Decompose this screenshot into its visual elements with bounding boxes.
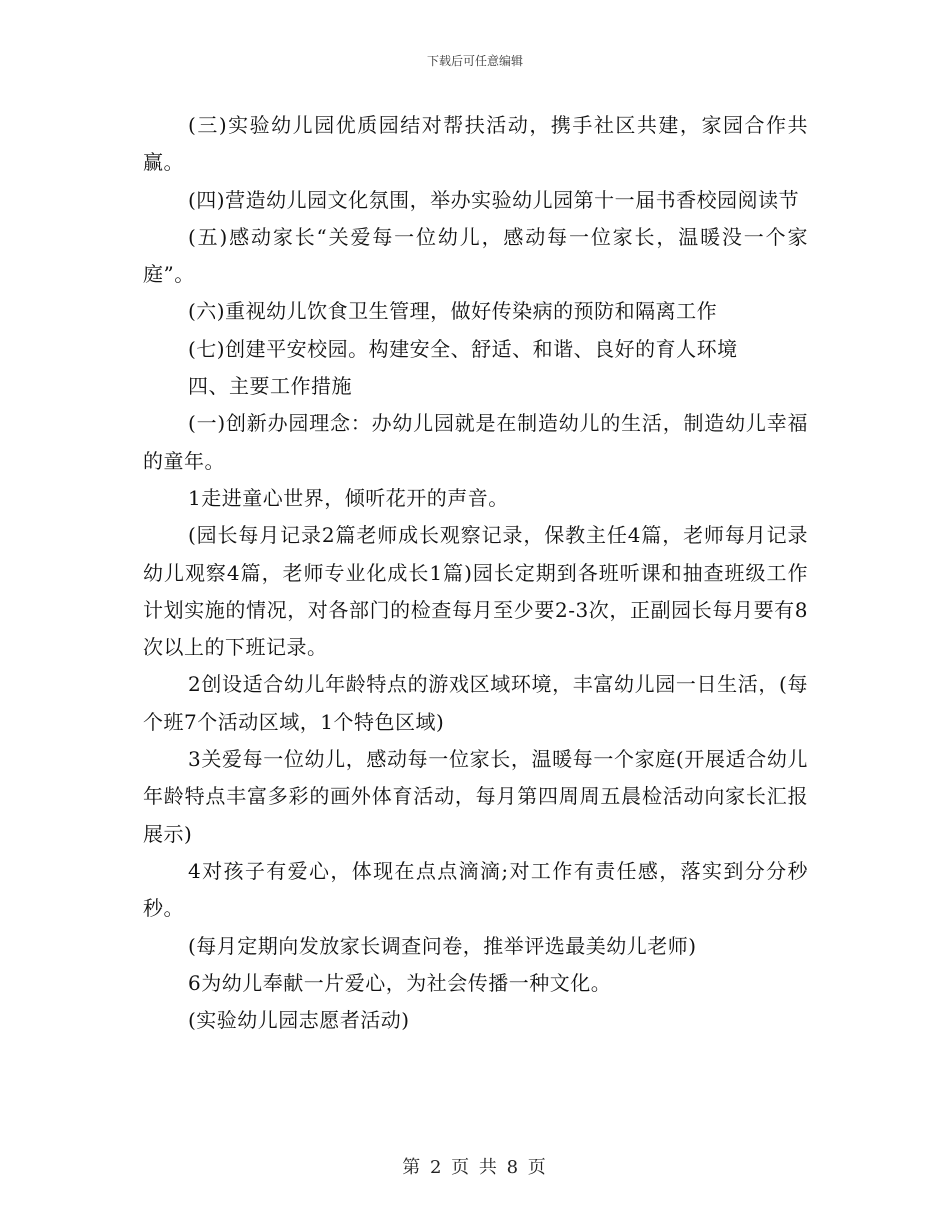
paragraph-3: (三)实验幼儿园优质园结对帮扶活动，携手社区共建，家园合作共赢。 — [143, 113, 808, 175]
document-body — [143, 107, 808, 1039]
page-number: 第 2 页 共 8 页 — [402, 1157, 548, 1178]
list-item-1: 1走进童心世界，倾听花开的声音。 — [188, 485, 509, 510]
list-item-3: 3关爱每一位幼儿，感动每一位家长，温暖每一个家庭(开展适合幼儿年龄特点丰富多彩的画外体育活动，每月第四周周五晨检活动向家长汇报展示) — [143, 747, 808, 846]
paragraph-7: (七)创建平安校园。构建安全、舒适、和谐、良好的育人环境 — [188, 336, 738, 361]
paragraph-survey-note: (每月定期向发放家长调查问卷，推举评选最美幼儿老师) — [188, 933, 697, 958]
paragraph-volunteer-note: (实验幼儿园志愿者活动) — [188, 1008, 410, 1033]
paragraph-6: (六)重视幼儿饮食卫生管理，做好传染病的预防和隔离工作 — [188, 299, 718, 324]
paragraph-record-details: (园长每月记录2篇老师成长观察记录，保教主任4篇，老师每月记录幼儿观察4篇，老师专业化成长1篇)园长定期到各班听课和抽查班级工作计划实施的情况，对各部门的检查每月至少要2-3次，正副园长每月要有8次以上的下班记录。 — [143, 523, 808, 660]
paragraph-5: (五)感动家长“关爱每一位幼儿，感动每一位家长，温暖没一个家庭”。 — [143, 224, 808, 287]
page-header: 下载后可任意编辑 — [426, 54, 523, 68]
paragraph-measure-1: (一)创新办园理念：办幼儿园就是在制造幼儿的生活，制造幼儿幸福的童年。 — [143, 411, 808, 473]
list-item-4: 4对孩子有爱心，体现在点点滴滴;对工作有责任感，落实到分分秒秒。 — [143, 858, 808, 921]
list-item-2: 2创设适合幼儿年龄特点的游戏区域环境，丰富幼儿园一日生活，(每个班7个活动区域，1个特色区域) — [143, 672, 808, 734]
section-heading-measures: 四、主要工作措施 — [188, 374, 352, 399]
paragraph-4: (四)营造幼儿园文化氛围，举办实验幼儿园第十一届书香校园阅读节 — [188, 187, 800, 212]
list-item-6: 6为幼儿奉献一片爱心，为社会传播一种文化。 — [188, 970, 612, 995]
